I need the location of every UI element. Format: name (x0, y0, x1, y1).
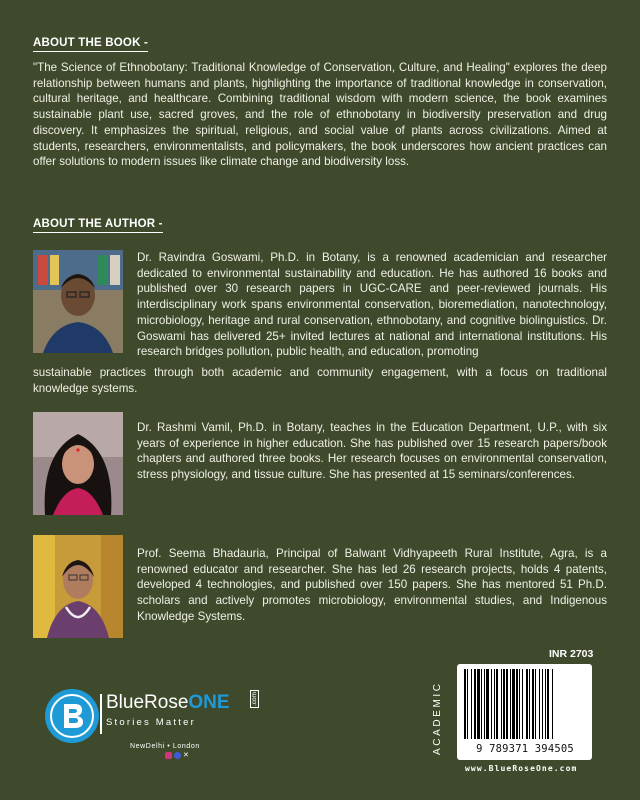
publisher-website: www.BlueRoseOne.com (465, 764, 578, 773)
x-icon[interactable]: ✕ (183, 752, 189, 759)
author-bio-goswami: Dr. Ravindra Goswami, Ph.D. in Botany, is a renowned academician and researcher dedicated to environmental sustainability and education. He has authored 16 books and published over 30 research papers in UGC-CARE and peer-reviewed journals. His interdisciplinary work spans environmental conservation, bioremediation, nanotechnology, microbiology, heritage and rural conservation, ethnobotany, and cognitive biolinguistics. Dr. Goswami has delivered 25+ invited lectures at national and international institutions. His research bridges pollution, public health, and education, promoting (137, 251, 607, 359)
barcode-bar (464, 669, 466, 739)
barcode-bar (494, 669, 495, 739)
barcode-bar (484, 669, 485, 739)
barcode-bar (474, 669, 476, 739)
author-bio-bhadauria: Prof. Seema Bhadauria, Principal of Balwant Vidhyapeeth Rural Institute, Agra, is a renowned educator and researcher. She has led 26 research projects, holds 4 patents, developed 4 technologies, and published over 150 papers. She has mentored 51 Ph.D. scholars and actively promotes microbiology, environmental studies, and Indigenous Knowledge Systems. (137, 547, 607, 623)
barcode-bar (503, 669, 505, 739)
barcode-bar (552, 669, 553, 739)
barcode-bar (491, 669, 492, 739)
barcode-bar (467, 669, 468, 739)
barcode-bar (535, 669, 536, 739)
facebook-icon[interactable] (174, 752, 181, 759)
barcode-bar (545, 669, 546, 739)
author-photo-bhadauria (33, 535, 123, 638)
barcode-bar (519, 669, 520, 739)
instagram-icon[interactable] (165, 752, 172, 759)
barcode-bar (526, 669, 528, 739)
barcode-bar (471, 669, 472, 739)
about-book-heading: ABOUT THE BOOK - (33, 37, 148, 49)
author-bio-goswami-continued: sustainable practices through both academic and community engagement, with a focus on traditional knowledge systems. (33, 366, 607, 395)
barcode-bar (512, 669, 515, 739)
barcode-bars (462, 669, 587, 741)
author-bio-vamil: Dr. Rashmi Vamil, Ph.D. in Botany, teaches in the Education Department, U.P., with six years of experience in higher education. She has published over 15 research papers/book chapters and authored three books. Her research focuses on environmental conservation, stress physiology, and tissue culture. She has presented at 15 seminars/conferences. (137, 421, 607, 482)
isbn-digits: 9 789371 394505 (476, 743, 574, 755)
publisher-logo (44, 686, 274, 766)
barcode-bar (496, 669, 498, 739)
social-icons (165, 752, 190, 759)
barcode-bar (481, 669, 482, 739)
bluerose-logo-icon (44, 688, 100, 744)
barcode-bar (542, 669, 543, 739)
book-description: "The Science of Ethnobotany: Traditional Knowledge of Conservation, Culture, and Healing" explores the deep relationship between humans and plants, highlighting the importance of traditional knowledge in conservation, cultural heritage, and healthcare. Combining traditional wisdom with modern science, the book examines sustainable plant use, sacred groves, and the role of ethnobotany in biodiversity preservation and drug discovery. It emphasizes the spiritual, religious, and social value of plants across civilizations. Aimed at students, researchers, environmentalists, and policymakers, the book underscores how ancient practices can offer solutions to modern issues like climate change and biodiversity loss. (33, 61, 607, 169)
author-photo-goswami (33, 250, 123, 353)
publisher-dotcom: .com (251, 691, 258, 706)
publisher-name-one: ONE (188, 692, 230, 713)
barcode-bar (510, 669, 511, 739)
price-label: INR 2703 (549, 648, 594, 660)
barcode-bar (522, 669, 523, 739)
barcode-bar (529, 669, 530, 739)
barcode-bar (501, 669, 502, 739)
barcode-bar (532, 669, 534, 739)
publisher-cities: NewDelhi • London (130, 743, 200, 750)
publisher-tagline: Stories Matter (106, 717, 196, 728)
author-photo-vamil (33, 412, 123, 515)
barcode-bar (506, 669, 508, 739)
barcode-bar (477, 669, 480, 739)
barcode-bar (486, 669, 489, 739)
publisher-name-bluerose: BlueRose (106, 692, 189, 713)
barcode-bar (516, 669, 518, 739)
barcode-bar (539, 669, 540, 739)
about-author-heading: ABOUT THE AUTHOR - (33, 218, 163, 230)
barcode-bar (547, 669, 549, 739)
logo-divider (100, 694, 102, 734)
category-label: ACADEMIC (432, 681, 443, 755)
